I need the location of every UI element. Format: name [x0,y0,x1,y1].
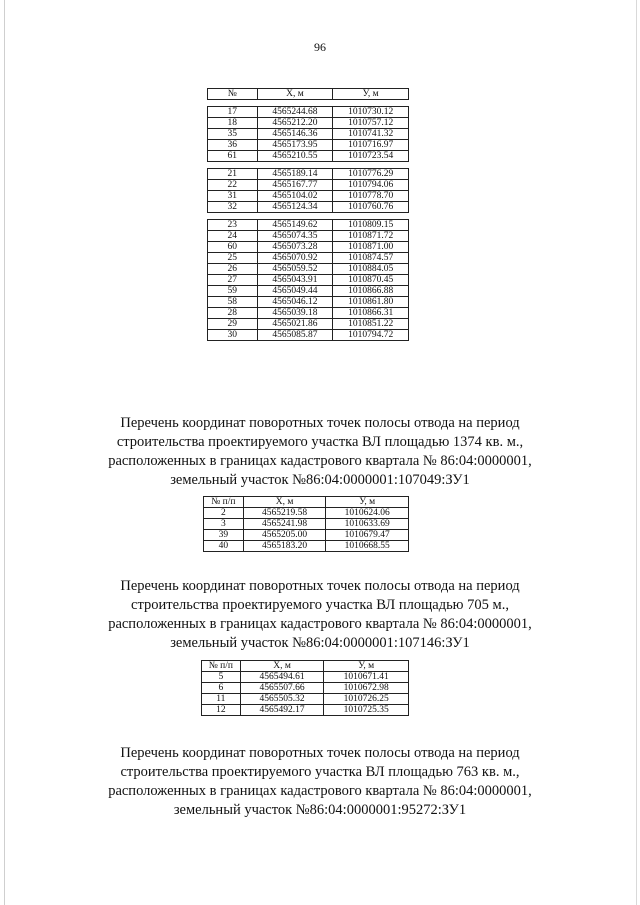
table-row [208,202,409,213]
table-row [208,129,409,140]
table-header-row [204,497,409,508]
table-row [204,519,409,530]
cell-x: 4565149.62 [257,220,333,231]
cell-point-number: 5 [202,672,241,683]
cell-y: 1010871.00 [333,242,409,253]
table-group-separator [208,100,409,107]
table-row [202,672,409,683]
cell-y: 1010866.31 [333,308,409,319]
table-row [208,297,409,308]
caption-line: земельный участок №86:04:0000001:107146:ЗУ1 [170,635,470,651]
column-header-y: У, м [324,661,409,672]
cell-x: 4565021.86 [257,319,333,330]
cell-y: 1010778.70 [333,191,409,202]
coordinates-table-1374 [203,496,409,552]
cell-x: 4565043.91 [257,275,333,286]
table-row [208,242,409,253]
cell-y: 1010723.54 [333,151,409,162]
cell-x: 4565059.52 [257,264,333,275]
caption-line: расположенных в границах кадастрового квартала № 86:04:0000001, [108,453,532,469]
cell-x: 4565183.20 [243,541,326,552]
table-row [208,253,409,264]
cell-y: 1010884.05 [333,264,409,275]
cell-y: 1010794.06 [333,180,409,191]
cell-y: 1010794.72 [333,330,409,341]
column-header-x: X, м [240,661,324,672]
scan-edge-left [4,0,5,905]
cell-point-number: 25 [208,253,258,264]
cell-y: 1010679.47 [326,530,409,541]
cell-x: 4565505.32 [240,694,324,705]
cell-y: 1010870.45 [333,275,409,286]
caption-area-763 [60,744,580,820]
column-header-x: X, м [243,497,326,508]
cell-x: 4565104.02 [257,191,333,202]
caption-area-1374 [60,414,580,490]
table-row [208,330,409,341]
cell-point-number: 28 [208,308,258,319]
cell-x: 4565146.36 [257,129,333,140]
cell-point-number: 31 [208,191,258,202]
table-row [208,319,409,330]
cell-point-number: 21 [208,169,258,180]
caption-line: Перечень координат поворотных точек полосы отвода на период [120,745,520,761]
cell-y: 1010633.69 [326,519,409,530]
column-header-number: № п/п [204,497,244,508]
cell-x: 4565070.92 [257,253,333,264]
cell-point-number: 32 [208,202,258,213]
table-row [202,683,409,694]
cell-y: 1010874.57 [333,253,409,264]
cell-y: 1010671.41 [324,672,409,683]
cell-point-number: 2 [204,508,244,519]
cell-x: 4565212.20 [257,118,333,129]
cell-x: 4565167.77 [257,180,333,191]
table-body [208,100,409,341]
coordinates-table-main [207,88,409,341]
cell-point-number: 27 [208,275,258,286]
table-row [202,694,409,705]
cell-x: 4565494.61 [240,672,324,683]
cell-y: 1010760.76 [333,202,409,213]
cell-x: 4565046.12 [257,297,333,308]
table-row [204,530,409,541]
column-header-y: У, м [333,89,409,100]
table-group-separator [208,162,409,169]
cell-y: 1010861.80 [333,297,409,308]
table-row [208,169,409,180]
table-row [208,180,409,191]
caption-line: строительства проектируемого участка ВЛ площадью 705 м., [131,597,509,613]
caption-line: Перечень координат поворотных точек полосы отвода на период [120,415,520,431]
cell-y: 1010726.25 [324,694,409,705]
cell-point-number: 18 [208,118,258,129]
cell-x: 4565085.87 [257,330,333,341]
table-row [208,151,409,162]
coordinates-table-705 [201,660,409,716]
table-row [208,107,409,118]
cell-point-number: 60 [208,242,258,253]
caption-line: строительства проектируемого участка ВЛ площадью 1374 кв. м., [116,434,524,450]
column-header-number: № [208,89,258,100]
caption-line: строительства проектируемого участка ВЛ площадью 763 кв. м., [120,764,520,780]
cell-point-number: 12 [202,705,241,716]
cell-point-number: 29 [208,319,258,330]
table-row [204,541,409,552]
table-group-separator [208,213,409,220]
cell-point-number: 17 [208,107,258,118]
table-row [208,286,409,297]
table-body [204,508,409,552]
table-row [208,275,409,286]
cell-x: 4565507.66 [240,683,324,694]
table-body [202,672,409,716]
cell-x: 4565205.00 [243,530,326,541]
cell-x: 4565173.95 [257,140,333,151]
cell-x: 4565210.55 [257,151,333,162]
table-row [202,705,409,716]
table-header-row [202,661,409,672]
cell-x: 4565189.14 [257,169,333,180]
column-header-y: У, м [326,497,409,508]
caption-line: земельный участок №86:04:0000001:95272:ЗУ1 [173,802,467,818]
cell-y: 1010672.98 [324,683,409,694]
caption-line: земельный участок №86:04:0000001:107049:ЗУ1 [170,472,470,488]
cell-point-number: 39 [204,530,244,541]
cell-y: 1010776.29 [333,169,409,180]
cell-point-number: 35 [208,129,258,140]
page-number: 96 [314,40,326,54]
cell-y: 1010741.32 [333,129,409,140]
cell-y: 1010725.35 [324,705,409,716]
cell-y: 1010757.12 [333,118,409,129]
table-header-row [208,89,409,100]
cell-y: 1010851.22 [333,319,409,330]
cell-x: 4565219.58 [243,508,326,519]
cell-point-number: 11 [202,694,241,705]
column-header-x: X, м [257,89,333,100]
cell-point-number: 40 [204,541,244,552]
caption-area-705 [60,577,580,653]
table-row [208,231,409,242]
table-row [208,308,409,319]
scan-edge-right [636,0,637,905]
table-row [204,508,409,519]
cell-y: 1010668.55 [326,541,409,552]
cell-x: 4565124.34 [257,202,333,213]
cell-point-number: 30 [208,330,258,341]
caption-line: расположенных в границах кадастрового квартала № 86:04:0000001, [108,783,532,799]
cell-point-number: 58 [208,297,258,308]
cell-x: 4565049.44 [257,286,333,297]
caption-line: расположенных в границах кадастрового квартала № 86:04:0000001, [108,616,532,632]
cell-point-number: 3 [204,519,244,530]
cell-point-number: 59 [208,286,258,297]
table-row [208,118,409,129]
cell-y: 1010809.15 [333,220,409,231]
cell-y: 1010866.88 [333,286,409,297]
cell-point-number: 26 [208,264,258,275]
cell-point-number: 36 [208,140,258,151]
cell-point-number: 6 [202,683,241,694]
column-header-number: № п/п [202,661,241,672]
cell-x: 4565492.17 [240,705,324,716]
cell-y: 1010716.97 [333,140,409,151]
cell-x: 4565039.18 [257,308,333,319]
table-row [208,220,409,231]
cell-y: 1010624.06 [326,508,409,519]
table-row [208,140,409,151]
cell-y: 1010871.72 [333,231,409,242]
caption-line: Перечень координат поворотных точек полосы отвода на период [120,578,520,594]
cell-point-number: 23 [208,220,258,231]
table-row [208,264,409,275]
cell-x: 4565241.98 [243,519,326,530]
cell-y: 1010730.12 [333,107,409,118]
cell-x: 4565244.68 [257,107,333,118]
cell-point-number: 61 [208,151,258,162]
table-row [208,191,409,202]
cell-point-number: 24 [208,231,258,242]
cell-point-number: 22 [208,180,258,191]
cell-x: 4565074.35 [257,231,333,242]
cell-x: 4565073.28 [257,242,333,253]
